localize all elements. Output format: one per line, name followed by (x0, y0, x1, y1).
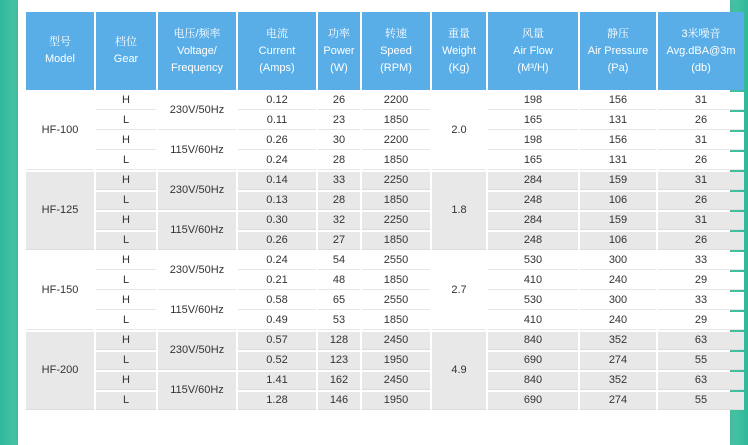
gear-cell: L (96, 152, 156, 170)
noise-cell: 55 (658, 392, 744, 410)
noise-cell: 29 (658, 272, 744, 290)
voltage-cell: 230V/50Hz (158, 252, 236, 290)
table-row (26, 192, 744, 210)
weight-cell: 2.7 (432, 252, 486, 330)
column-header-cn: 电流 (266, 27, 288, 40)
column-header (158, 12, 236, 90)
power-cell: 28 (318, 152, 360, 170)
current-cell: 0.12 (238, 92, 316, 110)
power-cell: 28 (318, 192, 360, 210)
airflow-cell: 165 (488, 152, 578, 170)
current-cell: 0.21 (238, 272, 316, 290)
column-header-cn: 转速 (385, 27, 407, 40)
column-header-en: Air Flow (M³/H) (513, 44, 553, 74)
column-header (238, 12, 316, 90)
column-header-cn: 电压/频率 (173, 27, 221, 40)
airflow-cell: 248 (488, 192, 578, 210)
noise-cell: 31 (658, 92, 744, 110)
table-row (26, 252, 744, 270)
power-cell: 27 (318, 232, 360, 250)
column-header-en: Weight (Kg) (441, 44, 477, 74)
column-header-en: Avg.dBA@3m (db) (666, 44, 736, 74)
airflow-cell: 248 (488, 232, 578, 250)
column-header-cn: 功率 (328, 27, 350, 40)
power-cell: 53 (318, 312, 360, 330)
current-cell: 0.26 (238, 232, 316, 250)
table-row (26, 392, 744, 410)
table-body (26, 92, 744, 410)
pressure-cell: 240 (580, 312, 656, 330)
voltage-cell: 115V/60Hz (158, 292, 236, 330)
table-row (26, 292, 744, 310)
speed-cell: 2200 (362, 92, 430, 110)
power-cell: 162 (318, 372, 360, 390)
speed-cell: 2200 (362, 132, 430, 150)
column-header (318, 12, 360, 90)
column-header (362, 12, 430, 90)
gear-cell: H (96, 92, 156, 110)
power-cell: 30 (318, 132, 360, 150)
voltage-cell: 230V/50Hz (158, 172, 236, 210)
speed-cell: 2550 (362, 292, 430, 310)
gear-cell: L (96, 192, 156, 210)
weight-cell: 4.9 (432, 332, 486, 410)
column-header-cn: 重量 (448, 27, 470, 40)
noise-cell: 33 (658, 252, 744, 270)
gear-cell: L (96, 232, 156, 250)
table-row (26, 352, 744, 370)
power-cell: 32 (318, 212, 360, 230)
current-cell: 0.14 (238, 172, 316, 190)
table-row (26, 152, 744, 170)
airflow-cell: 840 (488, 332, 578, 350)
weight-cell: 1.8 (432, 172, 486, 250)
current-cell: 0.52 (238, 352, 316, 370)
table-row (26, 112, 744, 130)
pressure-cell: 156 (580, 92, 656, 110)
power-cell: 26 (318, 92, 360, 110)
noise-cell: 55 (658, 352, 744, 370)
table-row (26, 372, 744, 390)
airflow-cell: 284 (488, 212, 578, 230)
table-row (26, 232, 744, 250)
speed-cell: 2250 (362, 212, 430, 230)
airflow-cell: 410 (488, 272, 578, 290)
pressure-cell: 131 (580, 152, 656, 170)
column-header-en: Speed (RPM) (380, 44, 412, 74)
fan-spec-table (24, 10, 746, 412)
voltage-cell: 115V/60Hz (158, 132, 236, 170)
column-header (96, 12, 156, 90)
gear-cell: H (96, 292, 156, 310)
gear-cell: L (96, 352, 156, 370)
noise-cell: 26 (658, 112, 744, 130)
speed-cell: 2450 (362, 372, 430, 390)
noise-cell: 31 (658, 212, 744, 230)
airflow-cell: 690 (488, 392, 578, 410)
top-band (18, 0, 730, 8)
column-header-en: Power (W) (323, 44, 355, 74)
airflow-cell: 530 (488, 252, 578, 270)
speed-cell: 1950 (362, 352, 430, 370)
speed-cell: 1850 (362, 152, 430, 170)
power-cell: 146 (318, 392, 360, 410)
pressure-cell: 274 (580, 352, 656, 370)
noise-cell: 26 (658, 152, 744, 170)
speed-cell: 1850 (362, 232, 430, 250)
current-cell: 0.30 (238, 212, 316, 230)
pressure-cell: 156 (580, 132, 656, 150)
pressure-cell: 159 (580, 172, 656, 190)
column-header-en: Gear (113, 53, 139, 65)
speed-cell: 1850 (362, 192, 430, 210)
weight-cell: 2.0 (432, 92, 486, 170)
pressure-cell: 131 (580, 112, 656, 130)
column-header-en: Model (45, 53, 75, 65)
table-header-row (26, 12, 744, 90)
noise-cell: 63 (658, 372, 744, 390)
speed-cell: 2550 (362, 252, 430, 270)
noise-cell: 33 (658, 292, 744, 310)
table-row (26, 92, 744, 110)
current-cell: 0.57 (238, 332, 316, 350)
power-cell: 48 (318, 272, 360, 290)
current-cell: 1.28 (238, 392, 316, 410)
noise-cell: 26 (658, 192, 744, 210)
table-row (26, 272, 744, 290)
model-cell: HF-125 (26, 172, 94, 250)
airflow-cell: 198 (488, 132, 578, 150)
airflow-cell: 410 (488, 312, 578, 330)
column-header-cn: 型号 (49, 36, 71, 48)
gear-cell: L (96, 272, 156, 290)
column-header-cn: 风量 (522, 27, 544, 40)
noise-cell: 31 (658, 172, 744, 190)
power-cell: 128 (318, 332, 360, 350)
current-cell: 0.24 (238, 252, 316, 270)
pressure-cell: 106 (580, 232, 656, 250)
table-row (26, 312, 744, 330)
gear-cell: H (96, 332, 156, 350)
column-header (488, 12, 578, 90)
current-cell: 0.13 (238, 192, 316, 210)
current-cell: 0.49 (238, 312, 316, 330)
power-cell: 123 (318, 352, 360, 370)
airflow-cell: 284 (488, 172, 578, 190)
column-header (26, 12, 94, 90)
power-cell: 65 (318, 292, 360, 310)
current-cell: 0.58 (238, 292, 316, 310)
pressure-cell: 159 (580, 212, 656, 230)
pressure-cell: 300 (580, 252, 656, 270)
gear-cell: H (96, 372, 156, 390)
gear-cell: L (96, 112, 156, 130)
noise-cell: 26 (658, 232, 744, 250)
table-row (26, 172, 744, 190)
gear-cell: H (96, 132, 156, 150)
column-header (432, 12, 486, 90)
airflow-cell: 198 (488, 92, 578, 110)
airflow-cell: 530 (488, 292, 578, 310)
voltage-cell: 115V/60Hz (158, 212, 236, 250)
pressure-cell: 106 (580, 192, 656, 210)
voltage-cell: 230V/50Hz (158, 332, 236, 370)
model-cell: HF-100 (26, 92, 94, 170)
current-cell: 0.24 (238, 152, 316, 170)
pressure-cell: 352 (580, 372, 656, 390)
current-cell: 0.11 (238, 112, 316, 130)
column-header-cn: 静压 (607, 27, 629, 40)
column-header-en: Current (Amps) (258, 44, 296, 74)
noise-cell: 29 (658, 312, 744, 330)
voltage-cell: 230V/50Hz (158, 92, 236, 130)
voltage-cell: 115V/60Hz (158, 372, 236, 410)
column-header (658, 12, 744, 90)
speed-cell: 1950 (362, 392, 430, 410)
table-row (26, 212, 744, 230)
speed-cell: 2250 (362, 172, 430, 190)
current-cell: 1.41 (238, 372, 316, 390)
current-cell: 0.26 (238, 132, 316, 150)
spec-sheet-frame (18, 0, 736, 445)
power-cell: 54 (318, 252, 360, 270)
table-row (26, 332, 744, 350)
column-header-cn: 3米噪音 (681, 27, 721, 40)
power-cell: 33 (318, 172, 360, 190)
power-cell: 23 (318, 112, 360, 130)
table-row (26, 132, 744, 150)
speed-cell: 1850 (362, 272, 430, 290)
column-header (580, 12, 656, 90)
noise-cell: 31 (658, 132, 744, 150)
gear-cell: H (96, 172, 156, 190)
speed-cell: 1850 (362, 112, 430, 130)
gear-cell: L (96, 312, 156, 330)
airflow-cell: 165 (488, 112, 578, 130)
speed-cell: 1850 (362, 312, 430, 330)
model-cell: HF-150 (26, 252, 94, 330)
noise-cell: 63 (658, 332, 744, 350)
airflow-cell: 840 (488, 372, 578, 390)
pressure-cell: 274 (580, 392, 656, 410)
column-header-cn: 档位 (115, 36, 137, 48)
column-header-en: Voltage/ Frequency (171, 44, 223, 74)
speed-cell: 2450 (362, 332, 430, 350)
pressure-cell: 300 (580, 292, 656, 310)
pressure-cell: 352 (580, 332, 656, 350)
column-header-en: Air Pressure (Pa) (587, 44, 649, 74)
model-cell: HF-200 (26, 332, 94, 410)
gear-cell: H (96, 252, 156, 270)
gear-cell: H (96, 212, 156, 230)
airflow-cell: 690 (488, 352, 578, 370)
gear-cell: L (96, 392, 156, 410)
pressure-cell: 240 (580, 272, 656, 290)
